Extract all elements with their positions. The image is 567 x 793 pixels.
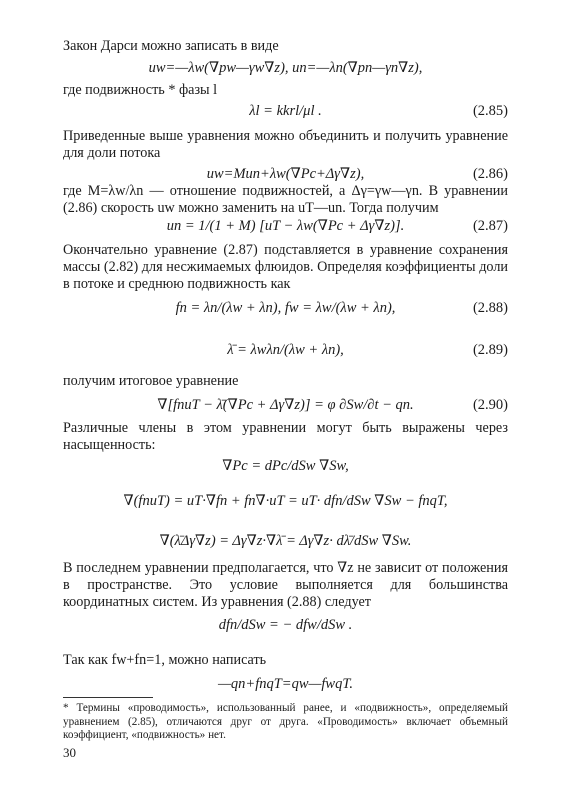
equation-2-87 (63, 218, 508, 240)
equation-body: —qn+fnqT=qw—fwqT. (218, 676, 353, 692)
paragraph: Окончательно уравнение (2.87) подставляется в уравнение сохранения массы (2.82) для несжимаемых флюидов. Определяя коэффициенты доли в потоке и среднюю подвижность как (63, 242, 508, 292)
equation-darcy (63, 60, 508, 82)
paragraph: Так как fw+fn=1, можно написать (63, 652, 267, 668)
equation-number: (2.86) (472, 166, 508, 182)
equation-2-88 (63, 300, 508, 322)
equation-grad-pc (63, 458, 508, 480)
equation-2-89 (63, 342, 508, 364)
equation-body: ∇[fnuT − λ̄(∇Pc + Δγ∇z)] = φ ∂Sw/∂t − qn. (157, 397, 414, 413)
equation-body: λ̄ = λwλn/(λw + λn), (227, 342, 344, 358)
equation-body: uw=Mun+λw(∇Pc+Δγ∇z), (206, 166, 365, 182)
equation-dfn-dsw (63, 617, 508, 639)
equation-number: (2.88) (472, 300, 508, 316)
paragraph: Различные члены в этом уравнении могут быть выражены через насыщенность: (63, 420, 508, 453)
equation-number: (2.87) (472, 218, 508, 234)
equation-number: (2.85) (472, 103, 508, 119)
equation-body: ∇Pc = dPc/dSw ∇Sw, (222, 458, 349, 474)
equation-body: un = 1/(1 + M) [uT − λw(∇Pc + Δγ∇z)]. (166, 218, 405, 234)
equation-body: fn = λn/(λw + λn), fw = λw/(λw + λn), (175, 300, 396, 316)
equation-body: λl = kkrl/μl . (249, 103, 322, 119)
equation-body: ∇(fnuT) = uT·∇fn + fn∇·uT = uT· dfn/dSw ∇Sw − fnqT, (123, 493, 448, 509)
equation-body: dfn/dSw = − dfw/dSw . (218, 617, 353, 633)
equation-grad-lambda (63, 533, 508, 555)
footnote: * Термины «проводимость», использованный ранее, и «подвижность», определяемый уравнением (2.85), отличаются друг от друга. «Проводимость» включает объемный коэффициент, «подвижность» нет. (63, 702, 508, 741)
paragraph: где подвижность * фазы l (63, 82, 218, 98)
paragraph: получим итоговое уравнение (63, 373, 239, 389)
equation-grad-fn-ut (63, 493, 508, 515)
paragraph: Закон Дарси можно записать в виде (63, 38, 279, 54)
footnote-rule (63, 697, 153, 698)
equation-final (63, 676, 508, 698)
paragraph: где M=λw/λn — отношение подвижностей, а Δγ=γw—γn. В уравнении (2.86) скорость uw можно заменить на uT—un. Тогда получим (63, 183, 508, 216)
equation-number: (2.90) (472, 397, 508, 413)
page-number: 30 (63, 745, 76, 760)
paragraph: В последнем уравнении предполагается, что ∇z не зависит от положения в пространстве. Это условие выполняется для большинства координатных систем. Из уравнения (2.88) следует (63, 560, 508, 610)
equation-number: (2.89) (472, 342, 508, 358)
equation-2-85 (63, 103, 508, 125)
equation-body: ∇(λ̄Δγ∇z) = Δγ∇z·∇λ̄ = Δγ∇z· dλ̄/dSw ∇Sw. (159, 533, 412, 549)
equation-2-90 (63, 397, 508, 419)
equation-body: uw=—λw(∇pw—γw∇z), un=—λn(∇pn—γn∇z), (148, 60, 423, 76)
paragraph: Приведенные выше уравнения можно объединить и получить уравнение для доли потока (63, 128, 508, 161)
